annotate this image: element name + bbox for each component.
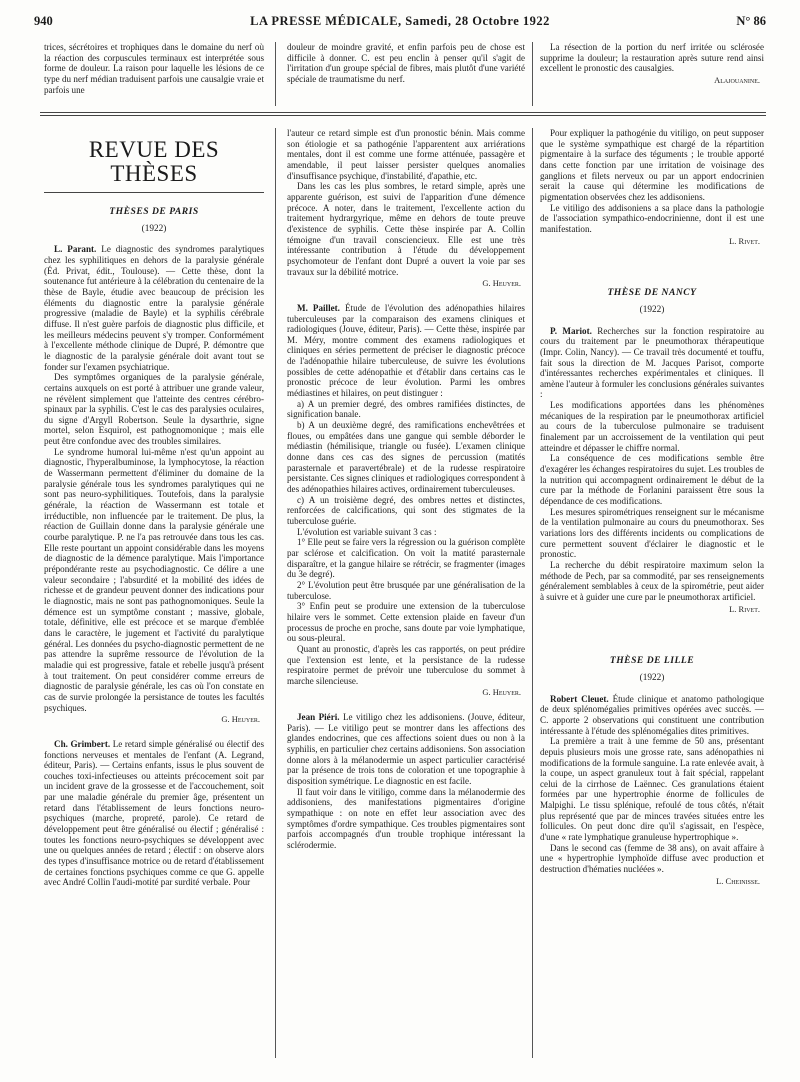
review-cleuet: Robert Cleuet. Étude clinique et anatomo pathologique de deux splénomégalies primitives opérées avec succès. — C. apporte 2 observations qui constituent une contribution intéressante à l'étude des splénomégalies dites primitives. [540,693,764,736]
signature: L. Cheinisse. [716,875,760,886]
section-divider [40,112,766,113]
section-year: (1922) [639,672,665,683]
main-column-1: REVUE DES THÈSES THÈSES DE PARIS (1922) L. Parant. Le diagnostic des syndromes paralytiques chez les syphilitiques en dehors de la paralysie générale (Éd. Privat, édit., Toulouse). — Cette thèse, dont la soutenance fut antérieure à la célébration du centenaire de la thèse de Bayle, étudie avec beaucoup de précision les éléments du diagnostic entre la paralysie générale progressive (maladie de Bayle) et la syphilis cérébrale diffuse. Il n'est guère parfois de diagnostic plus difficile, et les meilleurs médecins peuvent s'y tromper. Conformément à l'excellente méthode clinique de Dupré, P. démontre que le diagnostic de la paralysie générale doit avant tout se fonder sur l'examen psychiatrique. Des symptômes organiques de la paralysie générale, certains auxquels on est porté à attribuer une grande valeur, ne révèlent simplement que l'atteinte des centres cérébro-spinaux par la syphilis. C'est le cas des paralysies oculaires, du signe d'Argyll Robertson. Seule la dysarthrie, signe mortel, selon Esquirol, est pathognomonique ; mais elle peut être confondue avec des troubles similaires. Le syndrome humoral lui-même n'est qu'un appoint au diagnostic, l'hyperalbuminose, la lymphocytose, la réaction de Wassermann permettent d'éliminer du domaine de la paralysie générale tous les syndromes paralytiques qui ne sont pas neuro-syphilitiques. Toutefois, dans la paralysie générale, la réaction de Wassermann est totale et irréductible, non influencée par le traitement. De plus, la réaction de Guillain donne dans la paralysie générale une courbe paralytique. P. ne l'a pas retrouvée dans tous les cas. Elle reste pourtant un appoint considérable dans les moyens de diagnostic de la démence paralytique. Mais l'importance prépondérante reste au psychodiagnostic. Ce délire a une valeur secondaire ; l'absurdité et la mobilité des idées de richesse et de grandeur peuvent donner des indications pour le diagnostic, mais ne sont pas pathognomoniques. Seule la démence est un symptôme constant ; massive, globale, totale, définitive, elle est précoce et se marque d'emblée dans le caractère, le jugement et l'activité du paralytique général. Les données du psycho-diagnostic permettent de ne pas attendre la suprême ressource de l'évolution de la maladie qui est progressive, fatale et rebelle jusqu'à présent à tout traitement. On peut considérer comme erreurs de diagnostic de paralysie générale, les cas où l'on constate en cas de survie prolongée la persistance de toutes les facultés psychiques. G. Heuyer. Ch. Grimbert. Le retard simple généralisé ou électif des fonctions nerveuses et mentales de l'enfant (A. Legrand, éditeur, Paris). — Certains enfants, issus le plus souvent de couches toxi-infectieuses ou atteints précocement soit par un incident grave de la grossesse et de l'accouchement, soit par une maladie générale du premier âge, présentent un retard dans l'établissement de leurs fonctions neuro-psychiques (marche, propreté, parole). Ce retard de développement peut être généralisé ou électif ; généralisé : toutes les fonctions neuro-psychiques se développent avec une ou quelques années de retard ; électif : on observe alors des types d'insuffisance motrice ou de retard d'établissement de certaines fonctions psychiques comme ce que G. appelle avec André Collin l'audi-motité par surdité verbale. Pour [44,137,264,888]
top-column-2: douleur de moindre gravité, et enfin parfois peu de chose est difficile à donner. C. est peu enclin à penser qu'il s'agit de l'irritation d'un groupe spécial de fibres, mais plutôt d'une variété spéciale de traumatisme du nerf. [287,42,525,84]
signature: G. Heuyer. [482,278,521,289]
signature: L. Rivet. [729,235,760,246]
section-heading-lille: THÈSE DE LILLE [609,655,695,667]
section-heading-nancy: THÈSE DE NANCY [607,287,697,299]
signature: Alajouanine. [714,74,760,85]
column-divider [532,42,533,106]
main-column-3: Pour expliquer la pathogénie du vitiligo, on peut supposer que le système sympathique est chargé de la répartition pigmentaire à la surface des téguments ; le trouble apporté dans cette fonction par une irritation de voisinage des ganglions et filets nerveux ou par un apport endocrinien serait la cause qui détermine les modifications de pigmentation observées chez les addisoniens. Le vitiligo des addisoniens a sa place dans la pathologie de l'association sympathico-endocrinienne, dont il est une manifestation. L. Rivet. THÈSE DE NANCY (1922) P. Mariot. Recherches sur la fonction respiratoire au cours du traitement par le pneumothorax thérapeutique (Impr. Colin, Nancy). — Ce travail très documenté et touffu, fait sous la direction de M. Jacques Parisot, comporte d'intéressantes recherches expérimentales et cliniques. Il amène l'auteur à formuler les conclusions générales suivantes : Les modifications apportées dans les phénomènes mécaniques de la respiration par le pneumothorax artificiel au cours de la tuberculose pulmonaire se traduisent finalement par un accroissement de la ventilation qui peut atteindre et dépasser le chiffre normal. La conséquence de ces modifications semble être d'exagérer les échanges respiratoires du sujet. Les troubles de la nutrition qui accompagnent ordinairement le début de la cure par la méthode de Forlanini paraissent être sous la dépendance de ces modifications. Les mesures spirométriques renseignent sur le mécanisme de la ventilation pulmonaire au cours du pneumothorax. Ses variations lors des différents incidents ou complications de cure permettent souvent d'éclairer le diagnostic et le pronostic. La recherche du débit respiratoire maximum selon la méthode de Pech, par sa commodité, par ses renseignements généralement semblables à ceux de la spirométrie, peut aider à suivre et à guider une cure par le pneumothorax artificiel. L. Rivet. THÈSE DE LILLE (1922) Robert Cleuet. Étude clinique et anatomo pathologique de deux splénomégalies primitives opérées avec succès. — C. apporte 2 observations qui constituent une contribution intéressante à l'étude des splénomégalies dites primitives. La première a trait à une femme de 50 ans, présentant depuis plusieurs mois une grosse rate, sans adénopathies ni modifications de la formule sanguine. La rate enlevée avait, à la coupe, un aspect granuleux tout à fait spécial, rappelant celui de la cirrhose de Laënnec. Ces granulations étaient formées par une hypertrophie énorme de follicules de Malpighi. Le tissu splénique, refoulé de tous côtés, n'était plus représenté que par de minces travées situées entre les follicules. On peut donc dire qu'il s'agissait, en l'espèce, d'une « rate lymphatique granuleuse hypertrophique ». Dans le second cas (femme de 38 ans), on avait affaire à une « hypertrophie lymphoïde diffuse avec production et destruction d'hématies nucléées ». L. Cheinisse. [540,128,764,886]
column-divider [275,42,276,106]
section-divider [40,115,766,116]
review-grimbert: Ch. Grimbert. Le retard simple généralisé ou électif des fonctions nerveuses et mentales de l'enfant (A. Legrand, éditeur, Paris). — Certains enfants, issus le plus souvent de couches toxi-infectieuses ou atteints précocement soit par un incident grave de la grossesse et de l'accouchement, soit par une maladie générale du premier âge, présentent un retard dans l'établissement de leurs fonctions neuro-psychiques (marche, propreté, parole). Ce retard de développement peut être généralisé ou électif ; généralisé : toutes les fonctions neuro-psychiques se développent avec une ou quelques années de retard ; électif : on observe alors des types d'insuffisance motrice ou de retard d'établissement de certaines fonctions psychiques comme ce que G. appelle avec André Collin l'audi-motité par surdité verbale. Pour [44,738,264,888]
top-column-1: trices, sécrétoires et trophiques dans le domaine du nerf où la réaction des corpuscules terminaux est interprétée sous forme de douleur. La raison pour laquelle les lésions de ce type du nerf médian traduisent parfois une causalgie vraie et parfois une [44,42,264,95]
review-paillet: M. Paillet. Étude de l'évolution des adénopathies hilaires tuberculeuses par la comparaison des examens cliniques et radiologiques (Jouve, éditeur, Paris). — Cette thèse, inspirée par M. Méry, montre comment des examens radiologiques et cliniques en séries permettent de préciser le diagnostic précoce de l'adénopathie hilaire tuberculeuse, de suivre les évolutions possibles de cette adénopathie et d'établir dans certains cas le pronostic précoce de leur évolution. Parmi les ombres médiastines et hilaires, on peut distinguer : [287,302,525,399]
section-year: (1922) [141,223,167,234]
review-pieri: Jean Piéri. Le vitiligo chez les addisoniens. (Jouve, éditeur, Paris). — Le vitiligo peut se montrer dans les affections des glandes endocrines, que ces affections soient dues ou non à la syphilis, en particulier chez certains addisoniens. Son association donne alors à la mélanodermie un aspect particulier caractérisé par la présence de trois tons de coloration et une topographie à disposition symétrique. Le diagnostic en est facile. [287,712,525,787]
column-divider [532,128,533,1058]
running-header [34,14,766,30]
section-heading-paris: THÈSES DE PARIS [109,206,199,217]
signature: G. Heuyer. [221,714,260,725]
issue-number: N° 86 [736,14,766,28]
main-column-2: l'auteur ce retard simple est d'un pronostic bénin. Mais comme son étiologie et sa pathogénie l'apparentent aux arriérations mentales, dont il est comme une forme atténuée, passagère et amendable, il peut laisser persister quelques anomalies d'insuffisance psychique, d'instabilité, d'apathie, etc. Dans les cas les plus sombres, le retard simple, après une apparente guérison, est suivi de l'apparition d'une démence précoce. A noter, dans le traitement, l'excellente action du traitement hydrargyrique, même en dehors de toute preuve d'existence de syphilis. Cette thèse inspirée par A. Collin témoigne d'un travail consciencieux. Elle est une très intéressante contribution à l'étude du développement psychomoteur de l'enfant dont Dupré a ouvert la voie par ses travaux sur la débilité motrice. G. Heuyer. M. Paillet. Étude de l'évolution des adénopathies hilaires tuberculeuses par la comparaison des examens cliniques et radiologiques (Jouve, éditeur, Paris). — Cette thèse, inspirée par M. Méry, montre comment des examens radiologiques et cliniques en séries permettent de préciser le diagnostic précoce de l'adénopathie hilaire tuberculeuse, de suivre les évolutions possibles de cette adénopathie et d'établir dans certains cas le pronostic précoce de leur évolution. Parmi les ombres médiastines et hilaires, on peut distinguer : a) A un premier degré, des ombres ramifiées distinctes, de signification banale. b) A un deuxième degré, des ramifications enchevêtrées et floues, ou empâtées dans une gangue qui semble déborder le médiastin (hémilisique, triangle ou fusée). L'examen clinique donne dans ces cas des signes de percussion (matités parasternale et paravertébrale) et de la rudesse respiratoire persistante. Ces signes cliniques et radiologiques correspondent à des adénopathies hilaires actives, ordinairement tuberculeuses. c) A un troisième degré, des ombres nettes et distinctes, renforcées de calcifications, qui sont des stigmates de la tuberculose guérie. L'évolution est variable suivant 3 cas : 1° Elle peut se faire vers la régression ou la guérison complète par sclérose et calcification. On voit la matité parasternale disparaître, et la gangue hilaire se rétrécir, se fragmenter (images du 3e degré). 2° L'évolution peut être brusquée par une généralisation de la tuberculose. 3° Enfin peut se produire une extension de la tuberculose hilaire vers le sommet. Cette extension plaide en faveur d'un processus de proche en proche, sans doute par voie lymphatique, ou sous-pleural. Quant au pronostic, d'après les cas rapportés, on peut prédire que l'extension est lente, et la persistance de la rudesse respiratoire permet de prévoir une tuberculose du sommet à marche silencieuse. G. Heuyer. Jean Piéri. Le vitiligo chez les addisoniens. (Jouve, éditeur, Paris). — Le vitiligo peut se montrer dans les affections des glandes endocrines, que ces affections soient dues ou non à la syphilis, en particulier chez certains addisoniens. Son association donne alors à la mélanodermie un aspect particulier caractérisé par la présence de trois tons de coloration et une topographie à disposition symétrique. Le diagnostic en est facile. Il faut voir dans le vitiligo, comme dans la mélanodermie des addisoniens, des manifestations pigmentaires d'origine sympathique : on note en effet leur association avec des symptômes d'ordre sympathique. Ces troubles pigmentaires sont parfois accompagnés d'un trouble trophique intéressant la sclérodermie. [287,128,525,850]
review-mariot: P. Mariot. Recherches sur la fonction respiratoire au cours du traitement par le pneumothorax thérapeutique (Impr. Colin, Nancy). — Ce travail très documenté et touffu, fait sous la direction de M. Jacques Parisot, comporte d'intéressantes recherches expérimentales et cliniques. Il amène l'auteur à formuler les conclusions générales suivantes : [540,325,764,400]
review-parant: L. Parant. Le diagnostic des syndromes paralytiques chez les syphilitiques en dehors de la paralysie générale (Éd. Privat, édit., Toulouse). — Cette thèse, dont la soutenance fut antérieure à la célébration du centenaire de la thèse de Bayle, étudie avec beaucoup de précision les éléments du diagnostic entre la paralysie générale progressive (maladie de Bayle) et la syphilis cérébrale diffuse. Il n'est guère parfois de diagnostic plus difficile, et les meilleurs médecins peuvent s'y tromper. Conformément à l'excellente méthode clinique de Dupré, P. démontre que le diagnostic de la paralysie générale doit avant tout se fonder sur l'examen psychiatrique. [44,244,264,372]
section-title: REVUE DES THÈSES [88,137,220,186]
section-year: (1922) [639,304,665,315]
column-divider [275,128,276,1058]
signature: L. Rivet. [729,603,760,614]
page-number: 940 [34,14,53,28]
top-column-3: La résection de la portion du nerf irritée ou sclérosée supprime la douleur; la restauration après suture rend ainsi excellent le pronostic des causalgies. Alajouanine. [540,42,764,85]
journal-title: LA PRESSE MÉDICALE, Samedi, 28 Octobre 1922 [250,14,550,28]
title-rule [44,192,264,193]
signature: G. Heuyer. [482,687,521,698]
